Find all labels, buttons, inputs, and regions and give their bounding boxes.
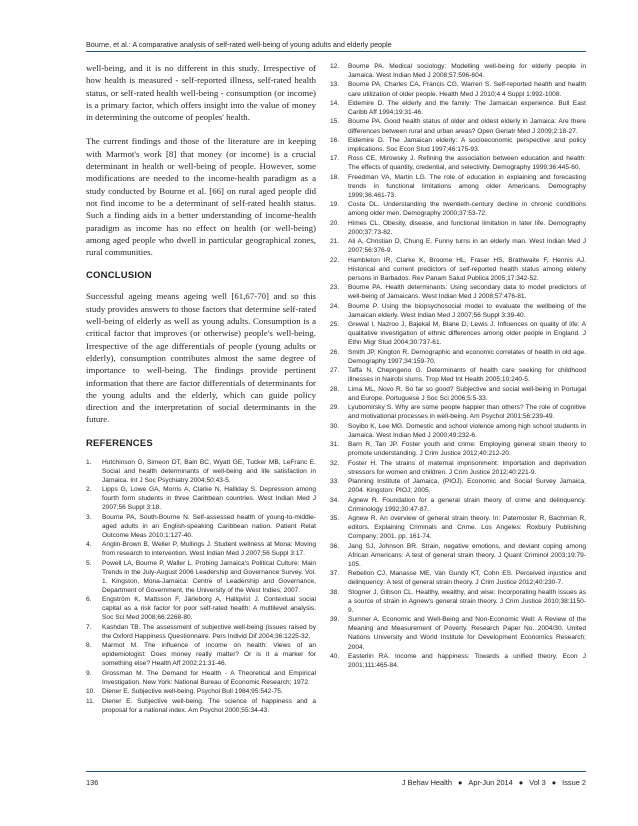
reference-item [330,302,586,320]
reference-number: 10. [86,688,96,696]
reference-item [330,237,586,255]
reference-item [330,219,586,237]
reference-number: 38. [330,588,340,596]
reference-number: 31. [330,441,340,449]
reference-text: Bourne PA. Medical sociology: Modelling well-being for elderly people in Jamaica. West Indian Med J 2008;57:596-604. [348,63,586,80]
reference-text: Smith JP, Kington R. Demographic and economic correlates of health in old age. Demography 1997;34:159-70. [348,348,586,365]
reference-item [330,385,586,403]
reference-text: Lipps G, Lowe GA, Morris A, Clarke N, Halliday S. Depression among fourth form students in three Caribbean countries. West Indian Med J 2007;56 Suppl 3:18. [102,486,316,512]
reference-text: Lyubomirsky S. Why are some people happier than others? The role of cognitive and motivational processes in well-being. Am Psychol 2001;56:239-49. [348,404,586,421]
reference-item [330,514,586,541]
body-paragraph: well-being, and it is no different in this study. Irrespective of how health is measured - self-reported illness, self-rated health status, or self-rated health well-being - consumption (or income) is a primary factor, which offers insight into the value of money in determining the outcome of peoples' health. [86,63,316,123]
reference-text: Engström K, Mattsson F, Järleborg A, Hallqvist J. Contextual social capital as a risk factor for poor self-rated health: A multilevel analysis. Soc Sci Med 2008;66:2268-80. [102,596,316,622]
volume: Vol 3 [529,778,546,787]
reference-number: 33. [330,478,340,486]
reference-number: 7. [86,623,92,631]
reference-text: Soyibo K, Lee MG. Domestic and school violence among high school students in Jamaica. West Indian Med J 2000;49:232-6. [348,422,586,439]
reference-text: Powell LA, Bourne P, Waller L. Probing Jamaica's Political Culture: Main Trends in the July-August 2006 Leadership and Governance Survey. Vol. 1. Kingston, Mona-Jamaica: Centre of Leadership and Governance, Department of Government, the University of the West Indies; 2007. [102,559,316,594]
reference-item [86,669,316,687]
reference-item [330,173,586,200]
journal-citation [402,778,586,787]
reference-number: 3. [86,513,92,521]
reference-item [330,348,586,366]
reference-text: Kashdan TB. The assessment of subjective well-being (issues raised by the Oxford Happiness Questionnaire. Pers Individ Dif 2004;36:1225-32. [102,623,316,640]
reference-number: 27. [330,367,340,375]
reference-number: 35. [330,515,340,523]
reference-item [86,540,316,558]
reference-number: 1. [86,458,92,466]
bullet-separator: ● [457,778,463,787]
left-column [86,62,316,715]
reference-text: Taffa N, Chepngeno G. Determinants of health care seeking for childhood illnesses in Nairobi slums. Trop Med Int Health 2005;10:240-5. [348,367,586,384]
issue: Issue 2 [562,778,586,787]
footer-divider [86,771,586,772]
reference-text: Grossman M. The Demand for Health - A Theoretical and Empirical Investigation. New York: National Bureau of Economic Research; 1972. [102,669,316,686]
reference-item [330,496,586,514]
page-number: 136 [86,778,99,787]
conclusion-heading: CONCLUSION [86,270,152,282]
reference-text: Barn R, Tan JP. Foster youth and crime: Employing general strain theory to promote understanding. J Crim Justice 2012;40:212-20. [348,441,586,458]
reference-text: Hambleton IR, Clarke K, Broome HL, Fraser HS, Brathwaite F, Hennis AJ. Historical and current predictors of self-reported health status among elderly persons in Barbados. Rev Panam Salud Publica 2005;17:342-52. [348,256,586,282]
reference-text: Bourne PA, Charles CA, Francis CG, Warren S. Self-reported health and health care utilization of older people. Health Med J 2010;4 4 Suppl 1:992-1008. [348,81,586,98]
bullet-separator: ● [518,778,524,787]
reference-number: 13. [330,81,340,89]
reference-text: Bourne PA, South-Bourne N. Self-assessed health of young-to-middle-aged adults in an English-speaking Caribbean nation. Patient Relat Outcome Meas 2010;1:127-40. [102,513,316,539]
reference-text: Anglin-Brown B, Weller P, Mullings J. Student wellness at Mona: Moving from research to intervention. West Indian Med J 2007;56 Suppl 3:17. [102,541,316,558]
reference-text: Costa DL. Understanding the twentieth-century decline in chronic conditions among older men. Demography 2000;37:53-72. [348,201,586,218]
reference-item [330,569,586,587]
reference-number: 6. [86,596,92,604]
reference-item [330,320,586,347]
reference-item [86,485,316,512]
reference-number: 25. [330,321,340,329]
reference-number: 28. [330,385,340,393]
journal-name: J Behav Health [401,778,452,787]
reference-text: Easterlin RA. Income and happiness: Towards a unified theory. Econ J 2001;111:465-84. [348,652,586,669]
reference-item [330,136,586,154]
reference-text: Rebellon CJ, Manasse ME, Van Gundy KT, Cohn ES. Perceived injustice and delinquency: A test of general strain theory. J Crim Justice 2012;40:230-7. [348,570,586,587]
conclusion-paragraph: Successful ageing means ageing well [61,67-70] and so this study provides answers to those factors that determine self-rated well-being of elderly as well as young adults. Consumption is a critical factor that improves (or otherwise) people's well-being. Irrespective of the age differentials of people (young adults or elderly), consumption contributes almost the same degree of importance to well-being. The findings provide pertinent information that there are factor differentials of determinants for the young adults and the elderly, which can guide policy direction and the interpretation of social determinants in the future. [86,291,316,425]
reference-text: Planning Institute of Jamaica, (PIOJ). Economic and Social Survey Jamaica, 2004. Kingston: PIOJ; 2005. [348,478,586,495]
reference-item [330,422,586,440]
reference-text: Bourne PA. Health determinants: Using secondary data to model predictors of well-being of Jamaicans. West Indian Med J 2008;57:476-81. [348,284,586,301]
reference-text: Jang SJ, Johnson BR. Strain, negative emotions, and deviant coping among African Americans: A test of general strain theory. J Quant Criminol 2003;19:79-105. [348,542,586,568]
reference-text: Sumner A. Economic and Well-Being and Non-Economic Well: A Review of the Meaning and Measurement of Poverty. Research Paper No. 2004/30. United Nations University and World Institute for Development Economics Research; 2004. [348,616,586,651]
reference-number: 29. [330,404,340,412]
reference-text: Stogner J, Gibson CL. Healthy, wealthy, and wise: Incorporating health issues as a source of strain in Agnew's general strain theory. J Crim Justice 2010;38:1150-9. [348,588,586,614]
reference-number: 9. [86,669,92,677]
reference-text: Lima ML, Novo R. So far so good? Subjective and social well-being in Portugal and Europe. Portuguese J Soc Sci 2006;5:5-33. [348,385,586,402]
reference-number: 32. [330,459,340,467]
reference-text: Agnew R. Foundation for a general strain theory of crime and delinquency. Criminology 1992;30:47-87. [348,496,586,513]
reference-item [330,588,586,615]
reference-text: Diener E. Subjective well-being. The science of happiness and a proposal for a national index. Am Psychol 2000;55:34-43. [102,697,316,714]
reference-item [86,595,316,622]
references-list-right [330,62,586,670]
reference-item [330,283,586,301]
reference-text: Marmot M. The influence of income on health: Views of an epidemiologist: Does money really matter? Or is it a marker for something else? Health Aff 2002;21:31-46. [102,642,316,668]
reference-text: Agnew R. An overview of general strain theory. In: Paternoster R, Bachman R, editors. Explaining Criminals and Crime. Los Angeles: Roxbury Publishing Company; 2001. pp. 161-74. [348,515,586,541]
reference-text: Bourne PA. Good health status of older and oldest elderly in Jamaica: Are there differences between rural and urban areas? Open Geriatr Med J 2009;2:18-27. [348,118,586,135]
reference-number: 26. [330,348,340,356]
reference-number: 34. [330,496,340,504]
reference-item [330,477,586,495]
reference-item [330,366,586,384]
reference-number: 21. [330,238,340,246]
reference-text: Freedman VA, Martin LG. The role of education in explaining and forecasting trends in functional limitations among older Americans. Demography 1999;36:461-73. [348,173,586,199]
body-paragraph: The current findings and those of the literature are in keeping with Marmot's work [8] that money (or income) is a crucial determinant in health or well-being of people. However, some modifications are needed to the income-health paradigm as a study conducted by Bourne et al. [66] on rural aged people did not find income to be a determinant of self-rated health status. Such a finding aids in a better understanding of income-health paradigm as income has no effect on health (or well-being) among aged people who dwell in particular geographical zones, rural communities. [86,136,316,258]
reference-number: 17. [330,155,340,163]
reference-text: Foster H. The strains of maternal imprisonment: Importation and deprivation stressors for women and children. J Crim Justice 2012;40:221-9. [348,459,586,476]
reference-number: 22. [330,256,340,264]
running-head: Bourne, et al.: A comparative analysis of self-rated well-being of young adults and elderly people [86,40,392,49]
header-divider [86,51,586,52]
references-heading: REFERENCES [86,437,153,449]
reference-number: 37. [330,570,340,578]
reference-number: 39. [330,616,340,624]
reference-text: Grewal I, Nazroo J, Bajekal M, Blane D, Lewis J. Influences on quality of life: A qualitative investigation of ethnic differences among older people in England. J Ethn Migr Stud 2004;30:737-61. [348,321,586,347]
reference-item [86,559,316,595]
reference-item [330,652,586,670]
reference-item [86,687,316,696]
reference-text: Eldemire D. The Jamaican elderly: A socioeconomic perspective and policy implications. Soc Econ Stud 1997;46:175-93. [348,136,586,153]
right-column [330,62,586,670]
reference-number: 30. [330,422,340,430]
reference-item [330,117,586,135]
reference-text: Ross CE, Mirowsky J. Refining the association between education and health: The effects of quantity, credential, and selectivity. Demography 1999;36:445-60. [348,155,586,172]
reference-number: 24. [330,302,340,310]
reference-item [86,623,316,641]
reference-text: Ali A, Christian D, Chung E. Funny turns in an elderly man. West Indian Med J 2007;56:376-9. [348,238,586,255]
reference-item [330,256,586,283]
reference-number: 36. [330,542,340,550]
reference-number: 19. [330,201,340,209]
reference-item [330,154,586,172]
reference-number: 15. [330,118,340,126]
reference-text: Bourne P. Using the biopsychosocial model to evaluate the wellbeing of the Jamaican elderly. West Indian Med J 2007;56 Suppl 3:39-40. [348,302,586,319]
reference-item [330,542,586,569]
reference-item [330,99,586,117]
reference-number: 18. [330,173,340,181]
reference-number: 20. [330,219,340,227]
reference-item [330,80,586,98]
reference-number: 5. [86,559,92,567]
reference-item [330,403,586,421]
reference-text: Himes CL. Obesity, disease, and functional limitation in later life. Demography 2000;37:73-82. [348,219,586,236]
reference-item [330,615,586,651]
reference-item [330,62,586,80]
reference-item [330,459,586,477]
reference-number: 16. [330,136,340,144]
reference-text: Eldemire D. The elderly and the family: The Jamaican experience. Bull East Caribb Aff 1994;19:31-46. [348,99,586,117]
reference-item [86,641,316,668]
issue-date: Apr-Jun 2014 [468,778,513,787]
reference-number: 8. [86,642,92,650]
reference-text: Diener E. Subjective well-being. Psychol Bull 1984;95:542-75. [102,688,283,696]
reference-item [86,697,316,715]
reference-number: 2. [86,486,92,494]
reference-item [86,513,316,540]
reference-number: 11. [86,697,95,705]
reference-number: 40. [330,652,340,660]
reference-text: Hutchinson G, Simeon DT, Bain BC, Wyatt GE, Tucker MB, LeFranc E. Social and health determinants of well-being and life satisfaction in Jamaica. Int J Soc Psychiatry 2004;50:43-5. [102,458,316,484]
reference-item [330,200,586,218]
reference-number: 4. [86,541,92,549]
reference-item [86,458,316,485]
reference-number: 14. [330,99,340,107]
reference-number: 23. [330,284,340,292]
reference-number: 12. [330,63,340,70]
references-list-left [86,458,316,715]
bullet-separator: ● [551,778,557,787]
reference-item [330,440,586,458]
